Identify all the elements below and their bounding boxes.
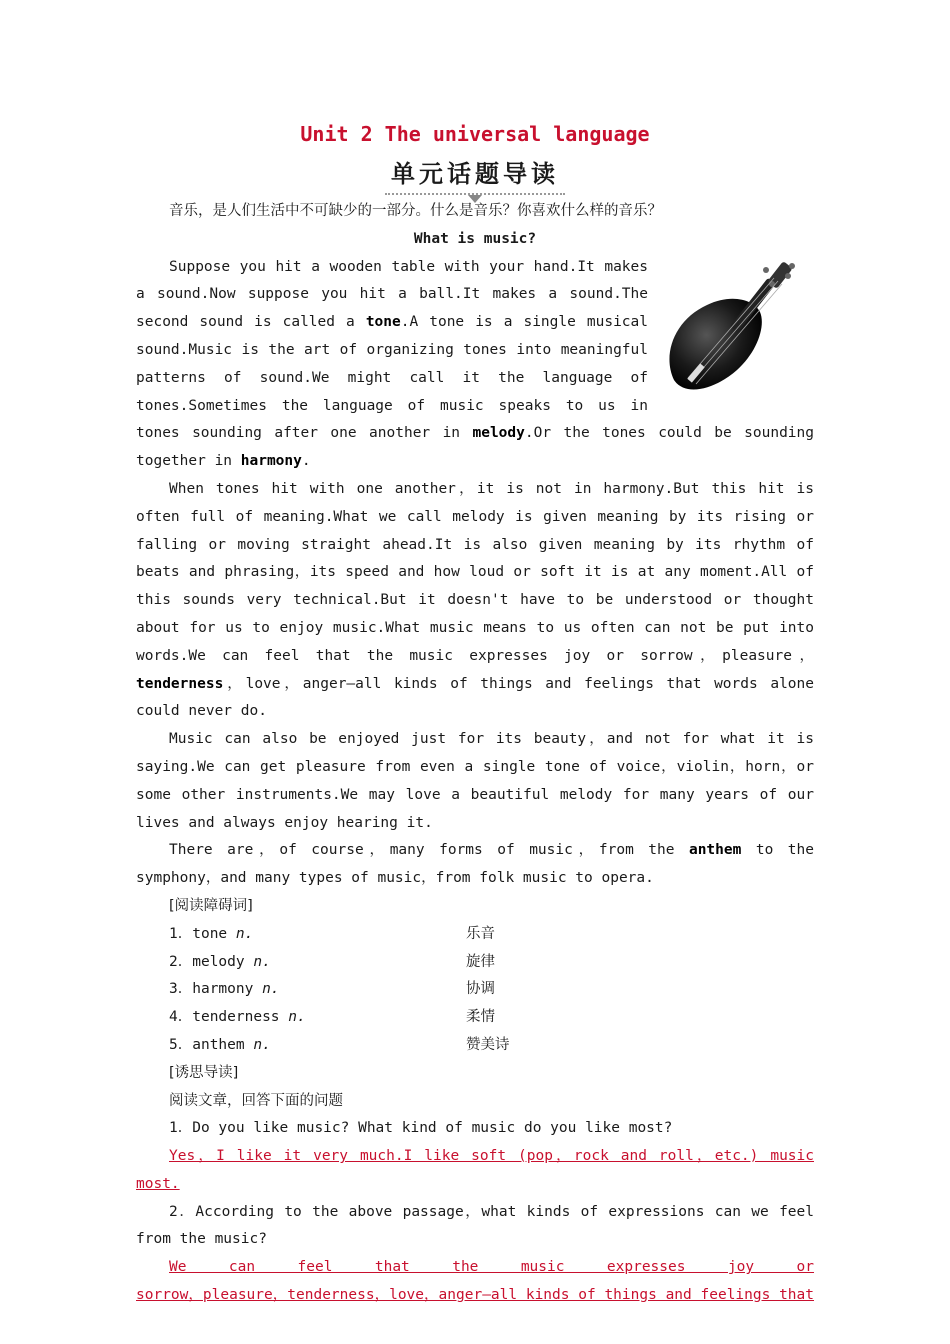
answer-1: Yes，I like it very much.I like soft (pop，rock and roll，etc.) music most. — [136, 1148, 814, 1192]
p1-text-g: . — [301, 453, 311, 470]
vocab-item — [136, 1004, 814, 1032]
vocab-term — [169, 921, 466, 949]
vocab-num: 3． — [169, 981, 193, 998]
vocab-num: 2． — [169, 953, 193, 970]
vocab-term — [169, 949, 466, 977]
question-2: 2．According to the above passage，what kinds of expressions can we feel from the music? — [136, 1203, 814, 1248]
body-text — [136, 198, 814, 1310]
vocab-num: 1． — [169, 925, 193, 942]
p2-text-c: ，love，anger—all kinds of things and feelings that words alone could never do. — [136, 675, 814, 720]
vocab-meaning: 旋律 — [466, 953, 495, 970]
passage-heading: What is music? — [413, 230, 537, 247]
paragraph-3: Music can also be enjoyed just for its beauty，and not for what it is saying.We can get pleasure from even a single tone of voice，violin，horn，or some other instruments.We may love a beautiful melody for many years of our lives and always enjoy hearing it. — [136, 731, 814, 831]
guide-instruction: 阅读文章，回答下面的问题 — [169, 1092, 343, 1109]
vocab-list — [136, 921, 814, 1060]
vocab-term — [169, 1032, 466, 1060]
vocab-term — [169, 1004, 466, 1032]
vocab-word: tenderness — [192, 1009, 280, 1026]
vocab-pos: n. — [262, 981, 280, 998]
vocab-meaning: 赞美诗 — [466, 1036, 510, 1053]
p4-text-a: There are，of course，many forms of music，from the — [169, 842, 689, 859]
term-melody: melody — [472, 425, 525, 442]
vocab-word: melody — [192, 953, 245, 970]
vocab-pos: n. — [253, 1036, 271, 1053]
p2-text-a: When tones hit with one another，it is not in harmony.But this hit is often full of meaning.What we call melody is given meaning by its rising or falling or moving straight ahead.It is also given meaning by its rhythm of beats and phrasing，its speed and how loud or soft it is at any moment.All of this sounds very technical.But it doesn't have to be understood or thought about for us to enjoy music.What music means to us often can not be put into words.We can feel that the music expresses joy or sorrow，pleasure， — [136, 480, 814, 664]
intro-line: 音乐，是人们生活中不可缺少的一部分。什么是音乐？你喜欢什么样的音乐？ — [169, 203, 662, 219]
vocab-item — [136, 976, 814, 1004]
unit-title: Unit 2 The universal language — [300, 122, 650, 146]
paragraph-4 — [136, 837, 814, 893]
term-harmony: harmony — [240, 453, 302, 470]
vocab-term — [169, 976, 466, 1004]
answer-1-line — [136, 1143, 814, 1199]
section-subtitle — [385, 154, 565, 195]
vocab-item — [136, 1032, 814, 1060]
p1-text-c: .A tone is a single musical sound.Music is the art of organizing tones into meaningful patterns of sound.We might call it the language of tones.Sometimes the language of music speaks to us in tones sounding after one another in — [136, 314, 648, 442]
vocab-item — [136, 921, 814, 949]
vocab-heading: [阅读障碍词] — [169, 897, 253, 914]
answer-2-line-2: sorrow，pleasure，tenderness，love，anger—all kinds of things and feelings that — [136, 1287, 814, 1304]
vocab-pos: n. — [235, 925, 254, 942]
p1-text-a: Suppose you hit a wooden table with your hand.It makes a sound.Now suppose you hit a ball.It makes a sound.The second sound is called a — [136, 258, 648, 331]
term-anthem: anthem — [688, 842, 742, 859]
subtitle-wrap — [136, 154, 814, 195]
term-tenderness: tenderness — [136, 675, 224, 692]
vocab-item — [136, 949, 814, 977]
pipa-instrument-icon — [662, 260, 814, 400]
vocab-num: 5． — [169, 1036, 193, 1053]
vocab-pos: n. — [253, 953, 271, 970]
vocab-word: tone — [192, 925, 228, 942]
paragraph-1 — [136, 254, 814, 476]
vocab-meaning: 乐音 — [466, 925, 495, 942]
vocab-num: 4． — [169, 1009, 193, 1026]
question-1: 1．Do you like music? What kind of music do you like most? — [169, 1120, 673, 1137]
p1-text-e: .Or the tones could be sounding together in — [136, 425, 814, 470]
section-subtitle-text: 单元话题导读 — [391, 160, 559, 188]
vocab-pos: n. — [288, 1009, 306, 1026]
vocab-word: anthem — [192, 1036, 245, 1053]
vocab-meaning: 柔情 — [466, 1009, 495, 1026]
paragraph-2 — [136, 476, 814, 726]
vocab-meaning: 协调 — [466, 981, 495, 998]
guide-heading: [诱思导读] — [169, 1064, 239, 1081]
p4-text-c: to the symphony，and many types of music，from folk music to opera. — [136, 842, 814, 887]
vocab-word: harmony — [192, 981, 254, 998]
term-tone: tone — [365, 314, 401, 331]
answer-2-line-1: We can feel that the music expresses joy or — [169, 1259, 814, 1276]
